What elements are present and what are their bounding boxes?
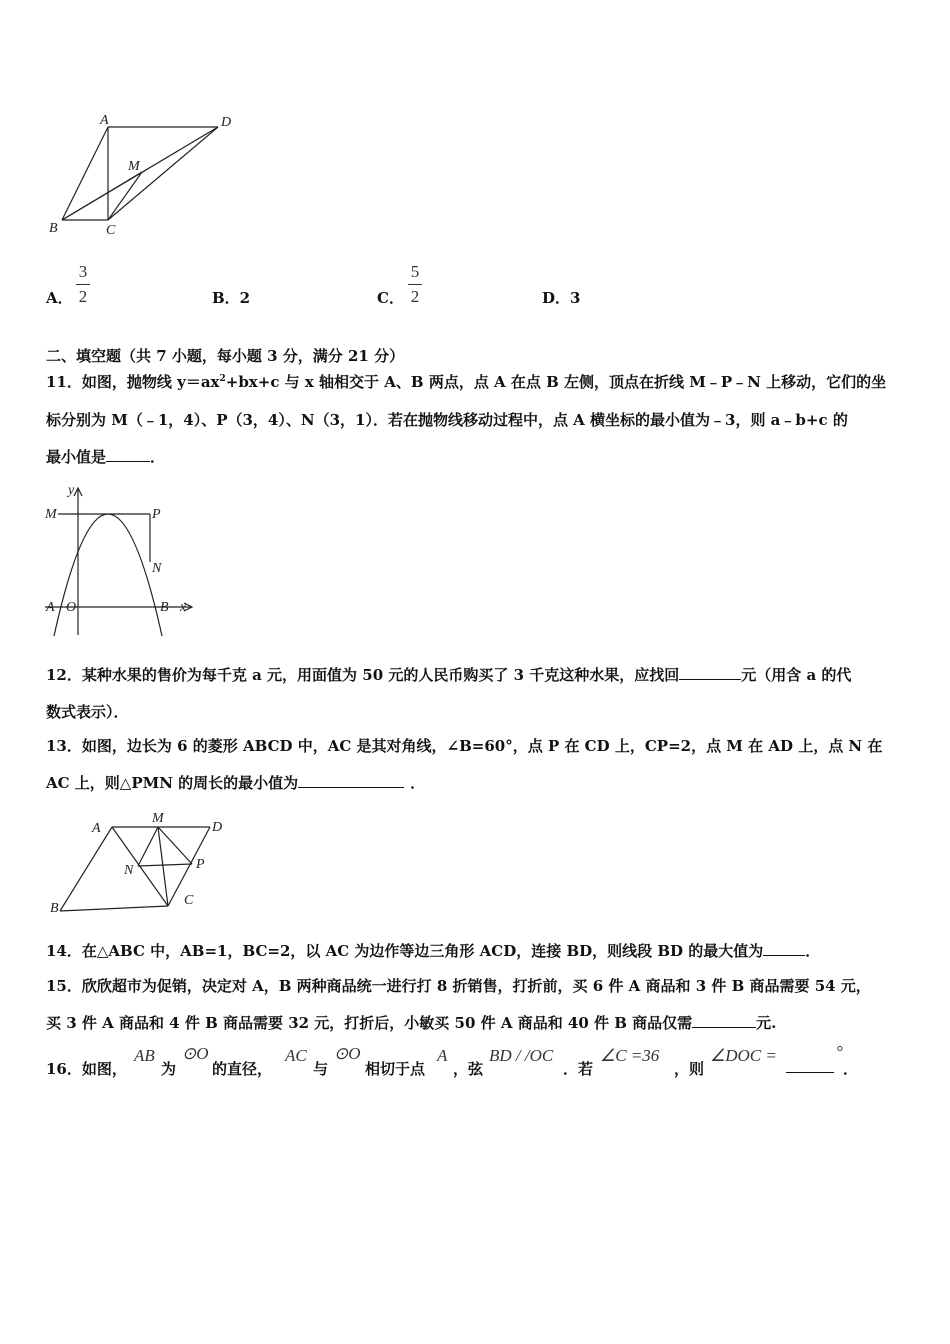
q16-answer-blank	[786, 1058, 834, 1073]
q16-math-circle-o-2: ⊙O	[334, 1044, 361, 1063]
q15-line1: 15．欣欣超市为促销，决定对 A，B 两种商品统一进行打 8 折销售，打折前，买 6 件 A 商品和 3 件 B 商品需要 54 元，	[46, 977, 871, 995]
q14-post: ．	[805, 942, 821, 960]
label-a: A	[100, 113, 109, 128]
segment-cd	[108, 127, 218, 220]
q12-answer-blank	[679, 665, 741, 680]
q11-line3-pre: 最小值是	[46, 448, 107, 466]
q15-line2	[46, 1012, 776, 1033]
segment-mp	[158, 827, 192, 864]
q16-text-2: 为	[161, 1060, 177, 1078]
label-p: P	[152, 507, 161, 522]
q12-line1-pre: 12．某种水果的售价为每千克 a 元，用面值为 50 元的人民币购买了 3 千克这种水果，应找回	[46, 666, 680, 684]
q11-figure	[40, 480, 200, 640]
q11-line1-post: +bx+c 与 x 轴相交于 A、B 两点，点 A 在点 B 左侧，顶点在折线 M﹣P﹣N 上移动，它们的坐	[225, 373, 887, 391]
q11-line1-pre: 11．如图，抛物线 y＝ax	[46, 373, 220, 391]
option-b: B．2	[212, 289, 251, 307]
label-d: D	[212, 820, 223, 835]
parabola-curve	[54, 514, 162, 636]
q16-math-a: A	[437, 1046, 448, 1065]
q16-math-circle-o-1: ⊙O	[182, 1044, 209, 1063]
label-d: D	[221, 115, 232, 130]
label-m: M	[152, 811, 164, 826]
q16-text-5: 相切于点	[365, 1060, 426, 1078]
label-a: A	[92, 821, 101, 836]
q14-pre: 14．在△ABC 中，AB=1，BC=2，以 AC 为边作等边三角形 ACD，连接 BD，则线段 BD 的最大值为	[46, 942, 764, 960]
q11-line2: 标分别为 M（﹣1，4）、P（3，4）、N（3，1）．若在抛物线移动过程中，点 A 横坐标的最小值为﹣3，则 a﹣b+c 的	[46, 411, 848, 429]
q11-line3-post: ．	[150, 448, 166, 466]
q13-figure	[40, 808, 240, 918]
q16-text-1: 16．如图，	[46, 1060, 127, 1078]
q16-math-bd-parallel-oc: BD / /OC	[489, 1046, 554, 1065]
q16-text-3: 的直径，	[212, 1060, 273, 1078]
segment-np	[138, 864, 192, 866]
q13-line2	[46, 772, 425, 793]
option-a-denominator: 2	[78, 287, 88, 306]
q16-text-9: ．	[843, 1060, 859, 1078]
q16-text-6: ，弦	[453, 1060, 484, 1078]
label-p: P	[196, 857, 205, 872]
q16-math-degree: °	[836, 1042, 843, 1061]
q11-answer-blank	[106, 447, 150, 462]
option-c-label: C．	[377, 289, 404, 307]
label-y: y	[68, 483, 75, 498]
label-a: A	[46, 600, 55, 615]
label-n: N	[152, 561, 162, 576]
q13-line1: 13．如图，边长为 6 的菱形 ABCD 中，AC 是其对角线，∠B=60°，点 P 在 CD 上，CP=2，点 M 在 AD 上，点 N 在	[46, 737, 883, 755]
q11-superscript: 2	[219, 374, 226, 384]
q13-line2-post: ．	[410, 774, 426, 792]
q14-line	[46, 940, 820, 961]
segment-mn	[138, 827, 158, 866]
q16-math-angle-c: ∠C =36	[600, 1046, 660, 1065]
option-a-numerator: 3	[78, 262, 88, 281]
q11-line3	[46, 446, 165, 467]
option-c-numerator: 5	[410, 262, 420, 281]
q13-answer-blank	[298, 773, 404, 788]
q15-line2-pre: 买 3 件 A 商品和 4 件 B 商品需要 32 元，打折后，小敏买 50 件 A 商品和 40 件 B 商品仅需	[46, 1014, 693, 1032]
q16-math-angle-doc: ∠DOC =	[710, 1046, 777, 1065]
section-heading: 二、填空题（共 7 小题，每小题 3 分，满分 21 分）	[46, 347, 405, 365]
q12-line2: 数式表示）．	[46, 703, 129, 721]
q16-text-4: 与	[313, 1060, 329, 1078]
label-c: C	[184, 893, 194, 908]
q16-text-8: ，则	[674, 1060, 705, 1078]
label-m: M	[45, 507, 57, 522]
q10-figure	[40, 110, 240, 240]
label-b: B	[50, 901, 59, 916]
q14-answer-blank	[763, 941, 805, 956]
segment-cb	[60, 906, 168, 911]
option-d: D．3	[542, 289, 581, 307]
label-b: B	[160, 600, 169, 615]
label-c: C	[106, 223, 116, 238]
option-c-fraction	[408, 262, 422, 307]
label-b: B	[49, 221, 58, 236]
label-o: O	[66, 600, 77, 615]
q11-line1	[46, 371, 886, 392]
q16-math-ab: AB	[134, 1046, 155, 1065]
label-n: N	[124, 863, 134, 878]
option-c-denominator: 2	[410, 287, 420, 306]
label-m: M	[128, 159, 140, 174]
q15-line2-post: 元.	[756, 1014, 777, 1032]
q12-line1	[46, 664, 851, 685]
label-x: x	[180, 600, 187, 615]
q12-line1-post: 元（用含 a 的代	[741, 666, 852, 684]
option-a-fraction	[76, 262, 90, 307]
option-a-label: A．	[46, 289, 73, 307]
q16-math-ac: AC	[285, 1046, 307, 1065]
q13-line2-pre: AC 上，则△PMN 的周长的最小值为	[46, 774, 299, 792]
q16-text-7: ．若	[563, 1060, 594, 1078]
segment-ba	[60, 827, 112, 911]
q15-answer-blank	[692, 1013, 756, 1028]
